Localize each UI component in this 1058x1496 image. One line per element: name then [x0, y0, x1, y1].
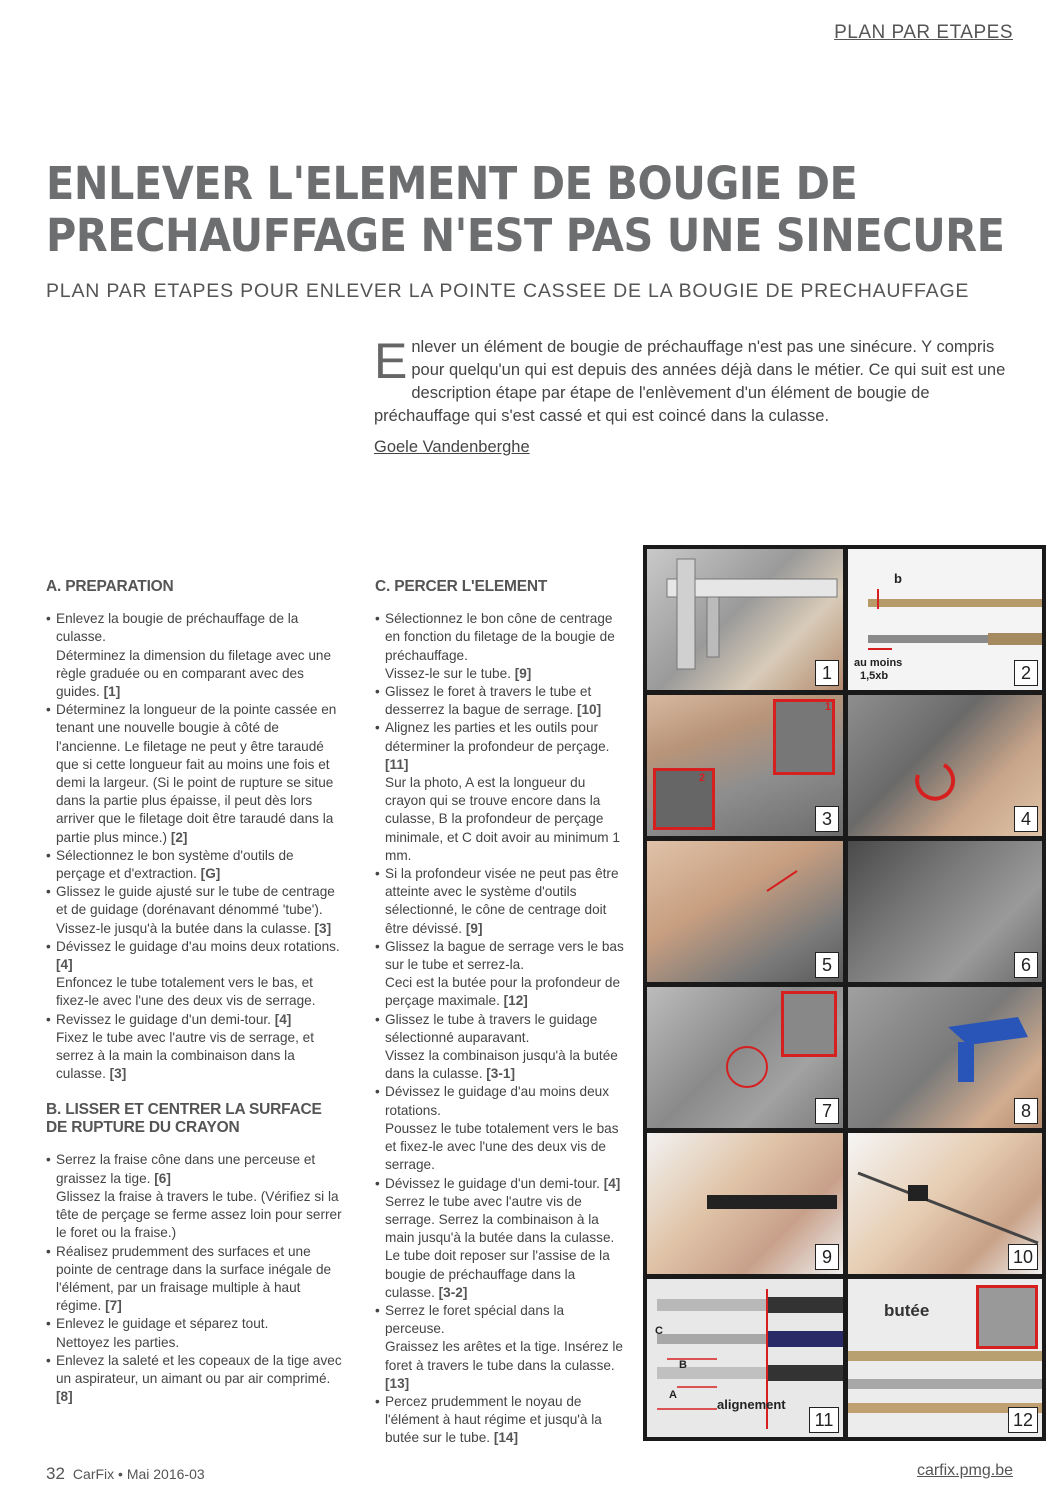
column-left: [46, 578, 346, 1406]
step-reference: [8]: [56, 1389, 73, 1405]
list-item: [375, 938, 625, 1011]
list-item: [46, 1352, 346, 1407]
step-reference: [3]: [109, 1066, 127, 1082]
list-item: [375, 1011, 625, 1084]
list-item-text: • Réalisez prudemment des surfaces et une pointe de centrage dans la surface inégale de l'élément, par un fraisage multiple à haut régime. [7]: [56, 1243, 332, 1314]
photo-5: [647, 841, 843, 982]
label-b-depth: B: [679, 1359, 687, 1371]
list-item-text: • Glissez le foret à travers le tube et desserrez la bague de serrage. [10]: [385, 684, 602, 718]
list-item-text: • Sélectionnez le bon cône de centrage en fonction du filetage de la bougie de préchauffage.: [385, 611, 615, 663]
photo-10: [848, 1133, 1042, 1274]
caliper-illustration: [647, 549, 843, 690]
inset-box-12: [976, 1285, 1038, 1349]
list-item: [375, 719, 625, 865]
step-reference: [1]: [103, 684, 121, 700]
step-reference: [7]: [105, 1298, 122, 1314]
section-tag: PLAN PAR ETAPES: [834, 22, 1013, 43]
label-c: C: [655, 1325, 663, 1337]
list-item: [46, 847, 346, 883]
list-item-text: • Glissez la bague de serrage vers le bas sur le tube et serrez-la.: [385, 938, 624, 973]
photo-12: [848, 1279, 1042, 1437]
list-lisser: [46, 1151, 346, 1406]
inset-label-1: 1: [824, 701, 831, 713]
list-item-text: • Revissez le guidage d'un demi-tour. [4]: [56, 1011, 292, 1027]
photo-number-12: 12: [1008, 1407, 1038, 1433]
list-item-text: Ceci est la butée pour la profondeur de perçage maximale. [12]: [385, 975, 621, 1009]
list-item-text: Poussez le tube totalement vers le bas et fixez-le avec l'une des deux vis de serrage.: [385, 1120, 619, 1173]
list-item-text: • Percez prudemment le noyau de l'élément à haut régime et jusqu'à la butée sur le tube. [14]: [385, 1393, 602, 1446]
photo-9: [647, 1133, 843, 1274]
list-item: [46, 610, 346, 701]
list-item-text: Nettoyez les parties.: [56, 1334, 180, 1350]
photo-grid: [643, 545, 1046, 1441]
list-item: [46, 1151, 346, 1242]
photo-7: [647, 987, 843, 1128]
photo-number-6: 6: [1014, 952, 1038, 978]
list-item-text: • Dévissez le guidage d'au moins deux rotations.: [385, 1084, 610, 1118]
photo-4: [848, 695, 1042, 836]
list-item-text: Glissez la fraise à travers le tube. (Vérifiez si la tête de perçage se ferme assez loin pour serrer le foret ou la fraise.): [56, 1188, 342, 1241]
list-item-text: • Enlevez la bougie de préchauffage de la culasse.: [56, 611, 299, 645]
title-line-2: PRECHAUFFAGE N'EST PAS UNE SINECURE: [46, 209, 1005, 262]
step-reference: [3]: [314, 920, 332, 936]
marker-line: [647, 841, 843, 982]
heading-lisser: [46, 1101, 346, 1137]
list-item-text: Sur la photo, A est la longueur du crayon qui se trouve encore dans la culasse, B la profondeur de perçage minimale, et C doit avoir au minimum 1 mm.: [385, 775, 620, 863]
list-item: [46, 701, 346, 847]
step-reference: [10]: [576, 702, 602, 718]
step-reference: [13]: [385, 1375, 410, 1391]
photo-3: [647, 695, 843, 836]
footer-page-info: [46, 1464, 205, 1484]
photo-11: [647, 1279, 843, 1437]
article-subtitle: PLAN PAR ETAPES POUR ENLEVER LA POINTE CASSEE DE LA BOUGIE DE PRECHAUFFAGE: [46, 280, 970, 302]
photo-1: [647, 549, 843, 690]
step-reference: [3-2]: [438, 1284, 468, 1300]
step-reference: [12]: [503, 993, 528, 1009]
list-item-text: Vissez la combinaison jusqu'à la butée dans la culasse. [3-1]: [385, 1048, 618, 1082]
heading-lisser-line-1: B. LISSER ET CENTRER LA SURFACE: [46, 1101, 322, 1119]
list-item: [375, 865, 625, 938]
list-item-text: Fixez le tube avec l'autre vis de serrage, et serrez à la main la combinaison dans la culasse. [3]: [56, 1029, 314, 1082]
step-reference: [4]: [603, 1175, 621, 1191]
list-item-text: • Sélectionnez le bon système d'outils de perçage et d'extraction. [G]: [56, 847, 294, 882]
list-item-text: Enfoncez le tube totalement vers le bas, et fixez-le avec l'une des deux vis de serrage.: [56, 975, 316, 1009]
list-item: [375, 1175, 625, 1302]
drop-cap: E: [374, 333, 408, 389]
photo-number-4: 4: [1014, 806, 1038, 832]
list-item: [375, 1393, 625, 1448]
list-item-text: • Alignez les parties et les outils pour déterminer la profondeur de perçage. [11]: [385, 720, 610, 772]
list-item: [375, 1083, 625, 1174]
photo-2: [848, 549, 1042, 690]
title-line-1: ENLEVER L'ELEMENT DE BOUGIE DE: [46, 157, 858, 210]
step-reference: [4]: [56, 957, 73, 973]
inset-label-2: 2: [699, 772, 706, 784]
photo-number-9: 9: [815, 1244, 839, 1270]
step-reference: [G]: [200, 866, 221, 882]
list-item: [46, 938, 346, 1011]
photo-number-7: 7: [815, 1098, 839, 1124]
photo-number-1: 1: [815, 660, 839, 686]
column-middle: [375, 578, 625, 1448]
page-number: 32: [46, 1464, 65, 1483]
list-item: [46, 1011, 346, 1084]
step-reference: [3-1]: [486, 1066, 515, 1082]
list-item-text: • Si la profondeur visée ne peut pas être atteinte avec le système d'outils sélectionné, le cône de centrage doit être dévissé. [9]: [385, 866, 619, 936]
list-percer: [375, 610, 625, 1447]
list-item-text: Vissez-le jusqu'à la butée dans la culasse. [3]: [56, 920, 332, 936]
intro-paragraph: [374, 333, 1014, 428]
list-item-text: • Dévissez le guidage d'un demi-tour. [4] Serrez le tube avec l'autre vis de serrage. Serrez la combinaison à la main jusqu'à la butée dans la culasse. Le tube doit reposer sur l'assise de la bougie de préchauffage dans la culasse. [3-2]: [385, 1175, 621, 1300]
photo-number-2: 2: [1014, 660, 1038, 686]
label-butee: butée: [884, 1301, 930, 1320]
photo-number-3: 3: [815, 806, 839, 832]
article-title: [46, 157, 1005, 262]
magazine-issue: CarFix • Mai 2016-03: [72, 1466, 205, 1482]
label-a: A: [669, 1389, 677, 1401]
step-reference: [2]: [170, 829, 188, 845]
label-au-moins: au moins: [854, 657, 903, 669]
cone-tool: [647, 1133, 843, 1274]
step-reference: [9]: [514, 665, 532, 681]
label-factor: 1,5xb: [860, 670, 889, 682]
photo-number-8: 8: [1014, 1098, 1038, 1124]
rotation-arrow: [848, 695, 1042, 836]
author-name[interactable]: Goele Vandenberghe: [374, 438, 530, 456]
inset-box-2: [653, 768, 715, 830]
list-item-text: • Serrez la fraise cône dans une perceuse et graissez la tige. [6]: [56, 1152, 316, 1186]
list-item-text: Déterminez la dimension du filetage avec une règle graduée ou en comparant avec des guides. [1]: [56, 647, 332, 700]
list-item: [375, 683, 625, 719]
list-item-text: • Serrez le foret spécial dans la perceuse.: [385, 1302, 565, 1337]
list-item-text: • Déterminez la longueur de la pointe cassée en tenant une nouvelle bougie à côté de l'ancienne. Le filetage ne peut y être taraudé que si cette longueur fait au moins une fois et demi la largeur. (Si le point de rupture se situe dans la partie plus épaisse, il peut dès lors arriver que le filetage doit être taraudé dans la partie plus mince.) [2]: [56, 702, 337, 845]
list-item-text: Vissez-le sur le tube. [9]: [385, 665, 532, 681]
list-item: [375, 610, 625, 683]
list-preparation: [46, 610, 346, 1083]
photo-number-11: 11: [809, 1407, 839, 1433]
step-reference: [4]: [274, 1011, 292, 1027]
step-reference: [14]: [493, 1430, 519, 1446]
heading-lisser-line-2: DE RUPTURE DU CRAYON: [46, 1119, 240, 1137]
photo-8: [848, 987, 1042, 1128]
step-reference: [6]: [154, 1170, 171, 1186]
list-item: [375, 1302, 625, 1393]
list-item-text: • Dévissez le guidage d'au moins deux rotations. [4]: [56, 938, 340, 973]
label-alignement: alignement: [717, 1397, 786, 1412]
highlight-circle: [647, 987, 843, 1128]
step-reference: [11]: [385, 756, 409, 772]
list-item: [46, 1243, 346, 1316]
footer-url[interactable]: carfix.pmg.be: [916, 1462, 1013, 1479]
photo-number-10: 10: [1008, 1244, 1038, 1270]
label-b: b: [894, 571, 902, 586]
list-item-text: • Enlevez le guidage et séparez tout.: [56, 1316, 269, 1332]
air-gun-illustration: [848, 987, 1042, 1128]
list-item-text: • Glissez le guide ajusté sur le tube de centrage et de guidage (dorénavant dénommé 'tube').: [56, 884, 335, 918]
photo-6: [848, 841, 1042, 982]
list-item: [46, 1315, 346, 1351]
heading-percer: C. PERCER L'ELEMENT: [375, 578, 548, 595]
list-item: [46, 883, 346, 938]
intro-text: nlever un élément de bougie de préchauffage n'est pas une sinécure. Y compris pour quelqu'un qui est depuis des années déjà dans le métier. Ce qui suit est une description étape par étape de l'enlèvement d'un élément de bougie de préchauffage qui s'est cassé et qui est coincé dans la culasse.: [374, 338, 1006, 425]
photo-number-5: 5: [815, 952, 839, 978]
list-item-text: Graissez les arêtes et la tige. Insérez le foret à travers le tube dans la culasse. [13]: [385, 1339, 623, 1391]
list-item-text: • Glissez le tube à travers le guidage sélectionné auparavant.: [385, 1011, 598, 1045]
step-reference: [9]: [465, 920, 483, 936]
list-item-text: • Enlevez la saleté et les copeaux de la tige avec un aspirateur, un aimant ou par air comprimé. [8]: [56, 1352, 342, 1405]
heading-preparation: A. PREPARATION: [46, 578, 174, 595]
